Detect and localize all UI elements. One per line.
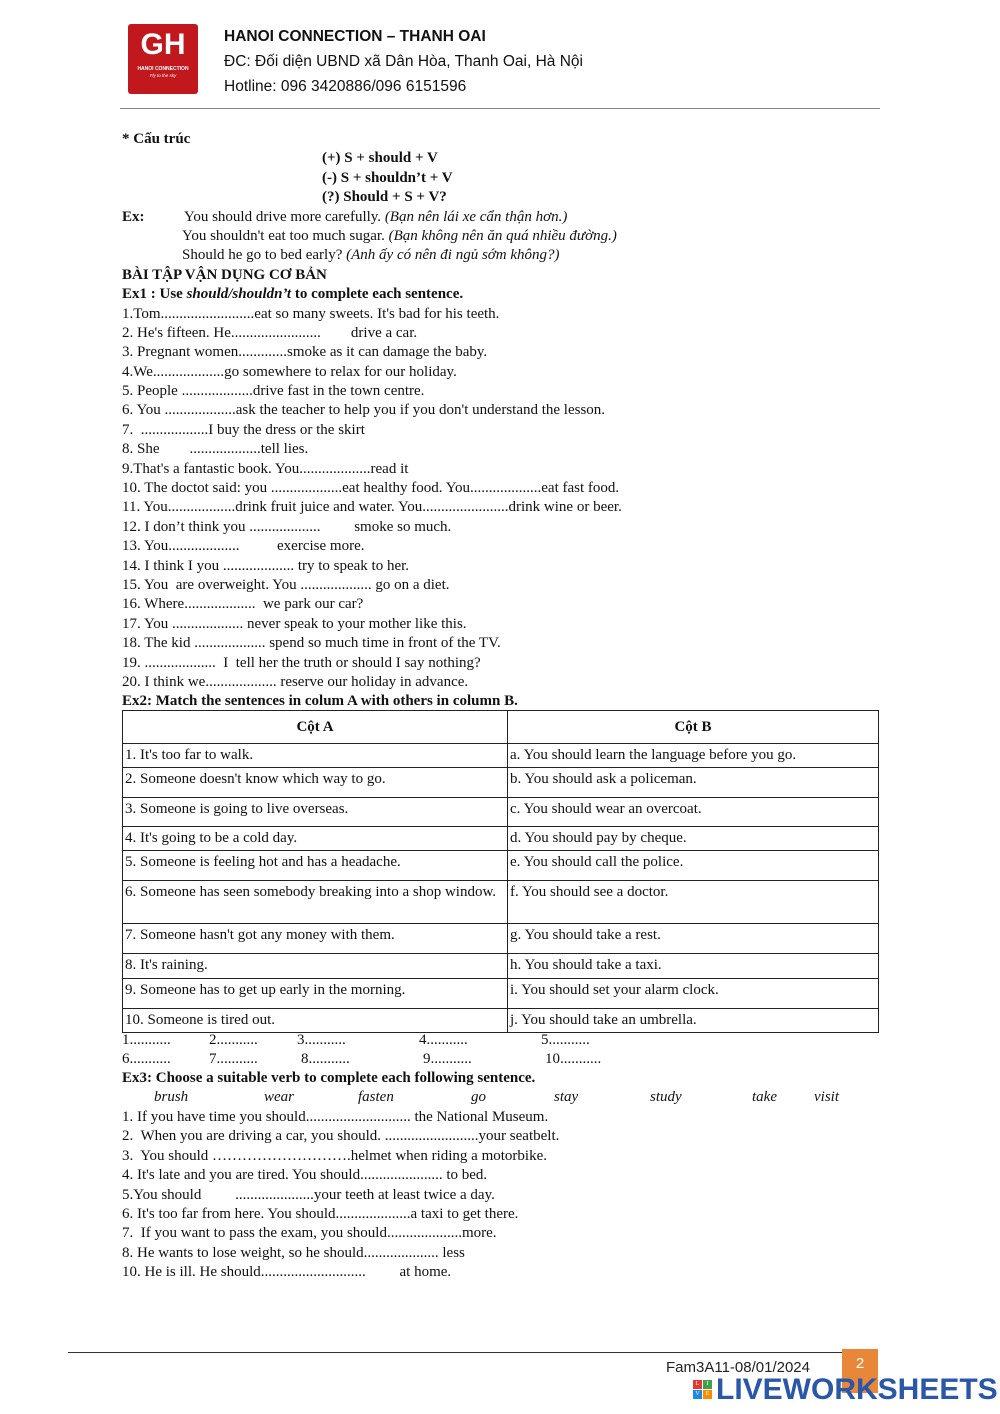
- column-a-header: Cột A: [123, 711, 508, 744]
- verb-bank-item: study: [650, 1089, 682, 1105]
- column-b-header: Cột B: [508, 711, 879, 744]
- example-en: You should drive more carefully.: [184, 208, 382, 225]
- column-b-cell: d. You should pay by cheque.: [508, 827, 879, 851]
- ex1-item[interactable]: 3. Pregnant women.............smoke as it can damage the baby.: [122, 344, 488, 361]
- column-a-cell: 4. It's going to be a cold day.: [123, 827, 508, 851]
- structure-question: (?) Should + S + V?: [322, 189, 447, 206]
- structure-negative: (-) S + shouldn’t + V: [322, 169, 453, 186]
- table-row: [123, 744, 879, 768]
- matching-table: [122, 710, 879, 1033]
- center-address: ĐC: Đối diện UBND xã Dân Hòa, Thanh Oai, Hà Nội: [224, 53, 583, 70]
- ex1-item[interactable]: 8. She ...................tell lies.: [122, 441, 309, 458]
- column-b-cell: g. You should take a rest.: [508, 924, 879, 954]
- ex3-title: Ex3: Choose a suitable verb to complete each following sentence.: [122, 1070, 536, 1086]
- logo-brand: HANOI CONNECTION: [137, 66, 189, 72]
- verb-bank-item: brush: [154, 1089, 189, 1105]
- table-header-row: [123, 711, 879, 744]
- column-b-cell: i. You should set your alarm clock.: [508, 979, 879, 1009]
- answer-slot[interactable]: 7...........: [209, 1051, 258, 1067]
- table-row: [123, 979, 879, 1009]
- column-a-cell: 7. Someone hasn't got any money with them.: [123, 924, 508, 954]
- table-row: [123, 768, 879, 798]
- ex3-item[interactable]: 8. He wants to lose weight, so he should.................... less: [122, 1244, 465, 1261]
- column-a-cell: 8. It's raining.: [123, 954, 508, 979]
- answer-slot[interactable]: 5...........: [541, 1032, 590, 1048]
- worksheet-body: [122, 130, 882, 712]
- ex1-item[interactable]: 10. The doctot said: you ...................eat healthy food. You...................eat fast food.: [122, 480, 620, 497]
- footer-divider: [68, 1352, 866, 1353]
- column-a-cell: 10. Someone is tired out.: [123, 1009, 508, 1033]
- verb-bank-item: wear: [264, 1089, 294, 1105]
- example-line-3: [122, 246, 882, 265]
- ex3-item[interactable]: 1. If you have time you should............................ the National Museum.: [122, 1109, 549, 1125]
- ex1-item[interactable]: 15. You are overweight. You ................... go on a diet.: [122, 576, 450, 593]
- ex1-title: Ex1 : Use should/shouldn’t to complete each sentence.: [122, 286, 464, 303]
- example-line-2: [122, 227, 882, 246]
- ex1-item[interactable]: 4.We...................go somewhere to relax for our holiday.: [122, 363, 457, 380]
- ex1-item[interactable]: 1.Tom.........................eat so many sweets. It's bad for his teeth.: [122, 305, 500, 322]
- header-info: [224, 24, 583, 99]
- table-row: [123, 851, 879, 881]
- ex1-item[interactable]: 16. Where................... we park our car?: [122, 596, 364, 613]
- example-label: Ex:: [122, 208, 145, 225]
- example-en: You shouldn't eat too much sugar.: [182, 227, 385, 244]
- table-row: [123, 827, 879, 851]
- column-a-cell: 1. It's too far to walk.: [123, 744, 508, 768]
- ex1-item[interactable]: 18. The kid ................... spend so much time in front of the TV.: [122, 635, 501, 652]
- ex3-item[interactable]: 7. If you want to pass the exam, you should....................more.: [122, 1225, 497, 1242]
- ex3-item[interactable]: 10. He is ill. He should............................ at home.: [122, 1264, 452, 1281]
- ex1-item[interactable]: 7. ..................I buy the dress or the skirt: [122, 421, 365, 438]
- ex3-item[interactable]: 6. It's too far from here. You should....................a taxi to get there.: [122, 1205, 519, 1222]
- column-a-cell: 9. Someone has to get up early in the morning.: [123, 979, 508, 1009]
- answer-slot[interactable]: 1...........: [122, 1032, 171, 1048]
- ex1-item[interactable]: 19. ................... I tell her the truth or should I say nothing?: [122, 654, 481, 671]
- example-vi: (Bạn không nên ăn quá nhiều đường.): [388, 227, 617, 244]
- ex3-item[interactable]: 3. You should ……………………….helmet when riding a motorbike.: [122, 1147, 547, 1164]
- column-b-cell: f. You should see a doctor.: [508, 881, 879, 924]
- section-title: BÀI TẬP VẬN DỤNG CƠ BẢN: [122, 266, 327, 283]
- example-line-1: [122, 208, 882, 227]
- column-a-cell: 6. Someone has seen somebody breaking into a shop window.: [123, 881, 508, 924]
- page-header: [120, 20, 880, 109]
- ex2-title: Ex2: Match the sentences in colum A with others in column B.: [122, 693, 518, 710]
- logo-slogan: Fly to the sky: [149, 73, 177, 78]
- column-b-cell: h. You should take a taxi.: [508, 954, 879, 979]
- answer-slot[interactable]: 9...........: [423, 1051, 472, 1067]
- liveworksheets-watermark: LIVEWORKSHEETS: [716, 1373, 998, 1406]
- center-name: HANOI CONNECTION – THANH OAI: [224, 28, 486, 45]
- structure-title: * Cấu trúc: [122, 131, 191, 147]
- column-b-cell: a. You should learn the language before you go.: [508, 744, 879, 768]
- column-b-cell: c. You should wear an overcoat.: [508, 798, 879, 827]
- table-row: [123, 881, 879, 924]
- page-number: 2: [842, 1349, 878, 1393]
- column-a-cell: 2. Someone doesn't know which way to go.: [123, 768, 508, 798]
- table-row: [123, 924, 879, 954]
- column-b-cell: e. You should call the police.: [508, 851, 879, 881]
- structure-positive: (+) S + should + V: [322, 150, 438, 167]
- verb-bank-item: go: [471, 1089, 486, 1105]
- hanoi-connection-logo: [128, 24, 198, 94]
- example-vi: (Bạn nên lái xe cẩn thận hơn.): [384, 208, 568, 225]
- verb-bank-item: stay: [554, 1089, 579, 1105]
- center-hotline: Hotline: 096 3420886/096 6151596: [224, 78, 467, 95]
- ex1-item[interactable]: 12. I don’t think you ................... smoke so much.: [122, 518, 452, 535]
- column-a-cell: 3. Someone is going to live overseas.: [123, 798, 508, 827]
- ex3-item[interactable]: 4. It's late and you are tired. You should...................... to bed.: [122, 1167, 488, 1184]
- ex3-list: [122, 1108, 882, 1283]
- answer-slot[interactable]: 8...........: [301, 1051, 350, 1067]
- verb-bank-item: fasten: [358, 1089, 394, 1105]
- liveworksheets-badge-icon: L I V E: [693, 1380, 713, 1408]
- table-row: [123, 798, 879, 827]
- ex3-item[interactable]: 2. When you are driving a car, you should. .........................your seatbelt.: [122, 1128, 560, 1145]
- example-en: Should he go to bed early?: [182, 247, 343, 264]
- ex1-item[interactable]: 2. He's fifteen. He........................ drive a car.: [122, 324, 418, 341]
- ex1-item[interactable]: 20. I think we................... reserve our holiday in advance.: [122, 673, 469, 690]
- answer-slot[interactable]: 2...........: [209, 1032, 258, 1048]
- column-b-cell: j. You should take an umbrella.: [508, 1009, 879, 1033]
- answer-slot[interactable]: 6...........: [122, 1051, 171, 1067]
- example-vi: (Anh ấy có nên đi ngủ sớm không?): [346, 247, 560, 264]
- answer-slot[interactable]: 4...........: [419, 1032, 468, 1048]
- footer-code: Fam3A11-08/01/2024: [666, 1359, 810, 1376]
- logo-mark: GH: [140, 28, 186, 61]
- answer-slot[interactable]: 3...........: [297, 1032, 346, 1048]
- table-row: [123, 1009, 879, 1033]
- ex1-item[interactable]: 17. You ................... never speak to your mother like this.: [122, 615, 467, 632]
- column-b-cell: b. You should ask a policeman.: [508, 768, 879, 798]
- verb-bank-item: visit: [814, 1089, 839, 1105]
- ex1-item[interactable]: 5. People ...................drive fast in the town centre.: [122, 383, 425, 400]
- ex1-item[interactable]: 11. You..................drink fruit juice and water. You.......................drink wine or beer.: [122, 499, 622, 516]
- ex1-item[interactable]: 9.That's a fantastic book. You...................read it: [122, 460, 409, 477]
- ex3-item[interactable]: 5.You should .....................your teeth at least twice a day.: [122, 1186, 495, 1203]
- column-a-cell: 5. Someone is feeling hot and has a headache.: [123, 851, 508, 881]
- answer-slot[interactable]: 10...........: [545, 1051, 602, 1067]
- ex1-item[interactable]: 13. You................... exercise more.: [122, 538, 365, 555]
- table-row: [123, 954, 879, 979]
- ex1-item[interactable]: 14. I think I you ................... try to speak to her.: [122, 557, 410, 574]
- verb-bank-item: take: [752, 1089, 777, 1105]
- ex1-item[interactable]: 6. You ...................ask the teacher to help you if you don't understand the lesson.: [122, 402, 606, 419]
